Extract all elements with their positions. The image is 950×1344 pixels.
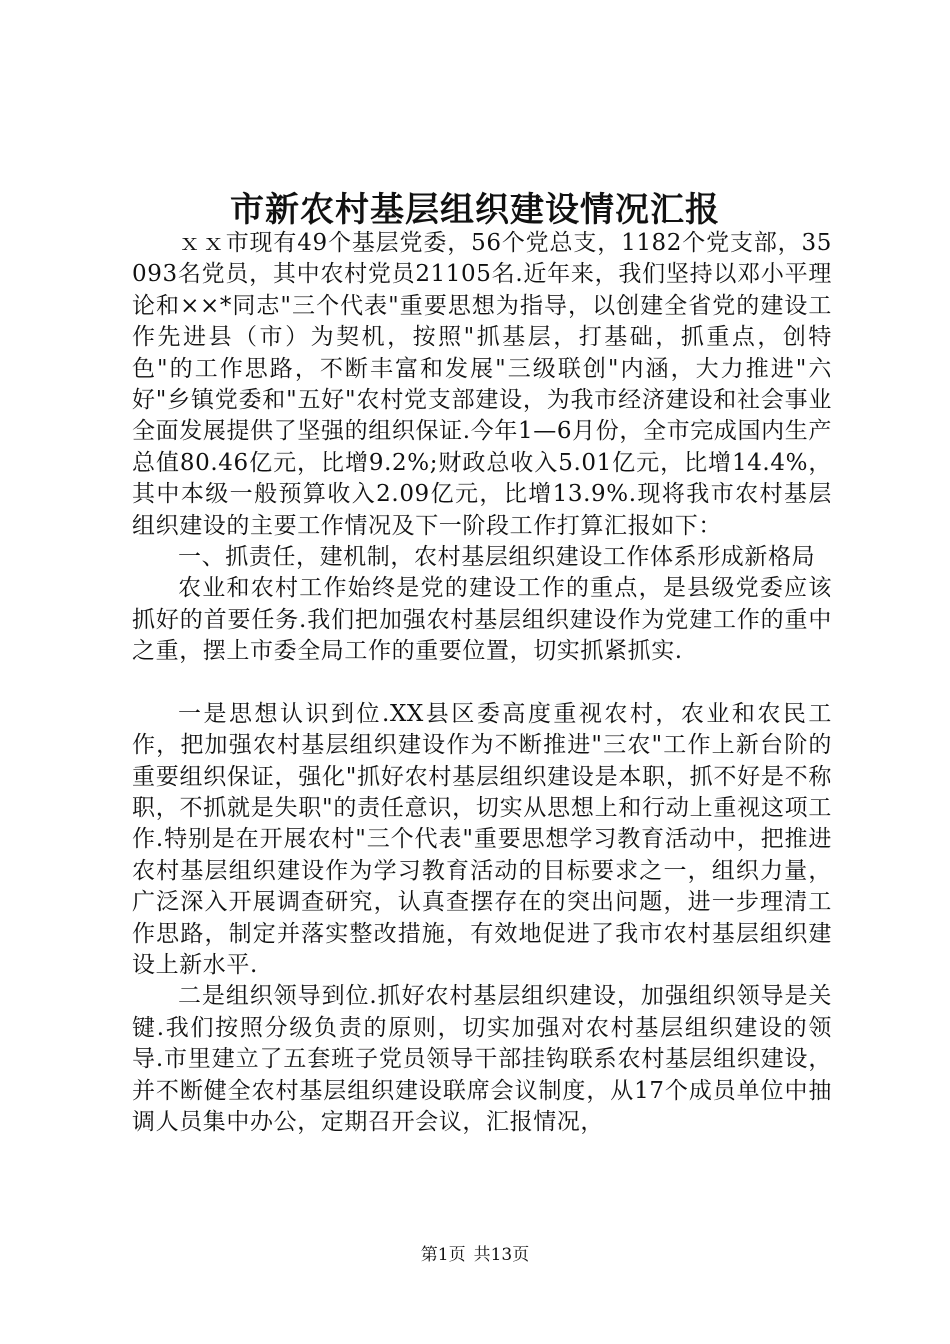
document-body bbox=[132, 228, 832, 1138]
page-number: 第1页 bbox=[420, 1245, 466, 1265]
document-title: 市新农村基层组织建设情况汇报 bbox=[230, 190, 720, 230]
paragraph-section-1-intro: 农业和农村工作始终是党的建设工作的重点，是县级党委应该抓好的首要任务.我们把加强农村基层组织建设作为党建工作的重中之重，摆上市委全局工作的重要位置，切实抓紧抓实. bbox=[132, 575, 832, 665]
section-heading-1: 一、抓责任，建机制，农村基层组织建设工作体系形成新格局 bbox=[178, 544, 816, 571]
paragraph-intro: ｘｘ市现有49个基层党委，56个党总支，1182个党支部，35093名党员，其中农村党员21105名.近年来，我们坚持以邓小平理论和××*同志"三个代表"重要思想为指导，以创建全省党的建设工作先进县（市）为契机，按照"抓基层，打基础，抓重点，创特色"的工作思路，不断丰富和发展"三级联创"内涵，大力推进"六好"乡镇党委和"五好"农村党支部建设，为我市经济建设和社会事业全面发展提供了坚强的组织保证.今年1—6月份，全市完成国内生产总值80.46亿元，比增9.2%;财政总收入5.01亿元，比增14.4%，其中本级一般预算收入2.09亿元，比增13.9%.现将我市农村基层组织建设的主要工作情况及下一阶段工作打算汇报如下： bbox=[132, 230, 832, 539]
page-footer bbox=[0, 1243, 950, 1267]
paragraph-point-2: 二是组织领导到位.抓好农村基层组织建设，加强组织领导是关键.我们按照分级负责的原则，切实加强对农村基层组织建设的领导.市里建立了五套班子党员领导干部挂钩联系农村基层组织建设，并不断健全农村基层组织建设联席会议制度，从17个成员单位中抽调人员集中办公，定期召开会议，汇报情况， bbox=[132, 983, 832, 1135]
paragraph-point-1: 一是思想认识到位.XX县区委高度重视农村，农业和农民工作，把加强农村基层组织建设作为不断推进"三农"工作上新台阶的重要组织保证，强化"抓好农村基层组织建设是本职，抓不好是不称职，不抓就是失职"的责任意识，切实从思想上和行动上重视这项工作.特别是在开展农村"三个代表"重要思想学习教育活动中，把推进农村基层组织建设作为学习教育活动的目标要求之一，组织力量，广泛深入开展调查研究，认真查摆存在的突出问题，进一步理清工作思路，制定并落实整改措施，有效地促进了我市农村基层组织建设上新水平. bbox=[132, 700, 832, 978]
page-total: 共13页 bbox=[473, 1245, 530, 1265]
